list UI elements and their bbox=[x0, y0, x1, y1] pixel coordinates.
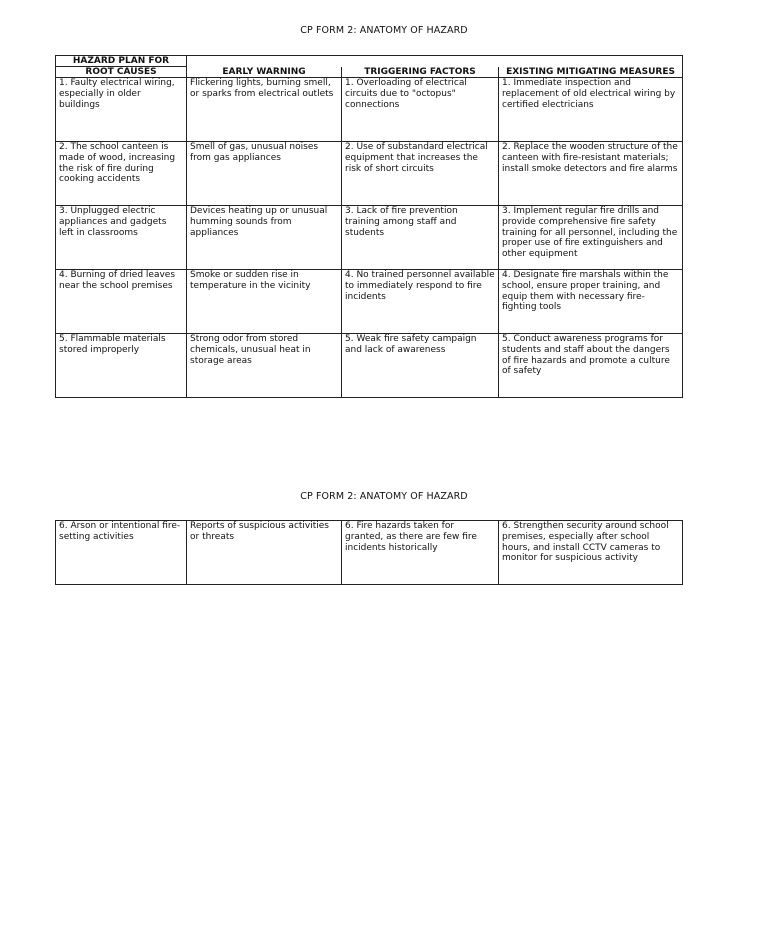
mitigating-measure-cell: 1. Immediate inspection and replacement of old electrical wiring by certified electricians bbox=[499, 78, 683, 142]
root-cause-cell: 6. Arson or intentional fire-setting activities bbox=[56, 521, 187, 585]
early-warning-cell: Smell of gas, unusual noises from gas appliances bbox=[187, 142, 342, 206]
triggering-factor-cell: 4. No trained personnel available to immediately respond to fire incidents bbox=[342, 270, 499, 334]
anatomy-of-hazard-table-continued bbox=[55, 520, 683, 585]
header-blank-cell bbox=[187, 56, 683, 67]
anatomy-of-hazard-table bbox=[55, 55, 683, 398]
early-warning-cell: Strong odor from stored chemicals, unusual heat in storage areas bbox=[187, 334, 342, 398]
triggering-factor-cell: 2. Use of substandard electrical equipment that increases the risk of short circuits bbox=[342, 142, 499, 206]
header-root-causes-line1: HAZARD PLAN FOR bbox=[56, 56, 187, 67]
header-row-bottom bbox=[56, 67, 683, 78]
table-row bbox=[56, 142, 683, 206]
mitigating-measure-cell: 6. Strengthen security around school premises, especially after school hours, and install CCTV cameras to monitor for suspicious activity bbox=[499, 521, 683, 585]
header-root-causes-line2: ROOT CAUSES bbox=[56, 67, 187, 78]
form-title-continued: CP FORM 2: ANATOMY OF HAZARD bbox=[300, 491, 468, 502]
triggering-factor-cell: 1. Overloading of electrical circuits due to "octopus" connections bbox=[342, 78, 499, 142]
table-row bbox=[56, 334, 683, 398]
early-warning-cell: Devices heating up or unusual humming sounds from appliances bbox=[187, 206, 342, 270]
early-warning-cell: Flickering lights, burning smell, or sparks from electrical outlets bbox=[187, 78, 342, 142]
root-cause-cell: 1. Faulty electrical wiring, especially in older buildings bbox=[56, 78, 187, 142]
table-row bbox=[56, 78, 683, 142]
header-mitigating-measures: EXISTING MITIGATING MEASURES bbox=[499, 67, 683, 78]
mitigating-measure-cell: 5. Conduct awareness programs for students and staff about the dangers of fire hazards and promote a culture of safety bbox=[499, 334, 683, 398]
table-row bbox=[56, 206, 683, 270]
triggering-factor-cell: 3. Lack of fire prevention training among staff and students bbox=[342, 206, 499, 270]
header-early-warning: EARLY WARNING bbox=[187, 67, 342, 78]
early-warning-cell: Reports of suspicious activities or threats bbox=[187, 521, 342, 585]
header-triggering-factors: TRIGGERING FACTORS bbox=[342, 67, 499, 78]
header-row-top bbox=[56, 56, 683, 67]
root-cause-cell: 3. Unplugged electric appliances and gadgets left in classrooms bbox=[56, 206, 187, 270]
mitigating-measure-cell: 4. Designate fire marshals within the school, ensure proper training, and equip them with necessary fire-fighting tools bbox=[499, 270, 683, 334]
triggering-factor-cell: 6. Fire hazards taken for granted, as there are few fire incidents historically bbox=[342, 521, 499, 585]
early-warning-cell: Smoke or sudden rise in temperature in the vicinity bbox=[187, 270, 342, 334]
form-title: CP FORM 2: ANATOMY OF HAZARD bbox=[300, 25, 468, 36]
root-cause-cell: 5. Flammable materials stored improperly bbox=[56, 334, 187, 398]
triggering-factor-cell: 5. Weak fire safety campaign and lack of awareness bbox=[342, 334, 499, 398]
root-cause-cell: 4. Burning of dried leaves near the school premises bbox=[56, 270, 187, 334]
mitigating-measure-cell: 2. Replace the wooden structure of the canteen with fire-resistant materials; install smoke detectors and fire alarms bbox=[499, 142, 683, 206]
mitigating-measure-cell: 3. Implement regular fire drills and provide comprehensive fire safety training for all personnel, including the proper use of fire extinguishers and other equipment bbox=[499, 206, 683, 270]
table-row bbox=[56, 521, 683, 585]
root-cause-cell: 2. The school canteen is made of wood, increasing the risk of fire during cooking accidents bbox=[56, 142, 187, 206]
table-row bbox=[56, 270, 683, 334]
